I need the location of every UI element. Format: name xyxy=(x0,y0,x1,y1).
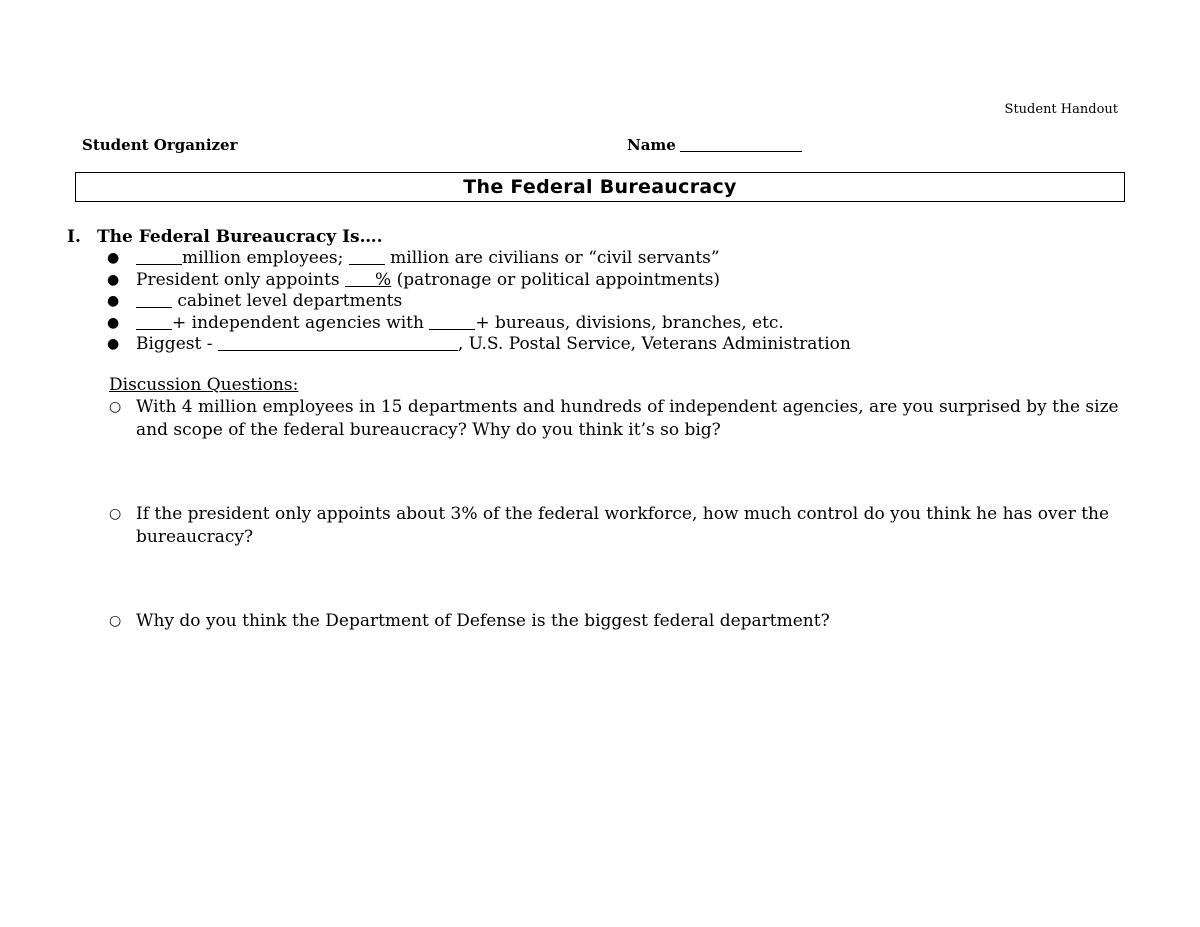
fill-in-blank xyxy=(349,249,385,265)
name-field xyxy=(627,136,802,154)
title-box xyxy=(75,172,1125,202)
fill-in-blank xyxy=(136,249,182,265)
list-item xyxy=(107,334,851,356)
bullet-text: , U.S. Postal Service, Veterans Administration xyxy=(457,334,851,354)
list-item xyxy=(107,291,851,313)
section-heading xyxy=(67,227,383,247)
name-label: Name xyxy=(627,136,676,154)
question-text: Why do you think the Department of Defense is the biggest federal department? xyxy=(136,611,830,631)
fact-bullet-list xyxy=(107,248,851,356)
bullet-icon: ● xyxy=(107,314,120,331)
bullet-text: million are civilians or “civil servants” xyxy=(384,248,720,268)
bullet-text: President only appoints xyxy=(136,269,346,290)
discussion-heading: Discussion Questions: xyxy=(109,375,299,395)
name-blank-line xyxy=(680,151,802,152)
bullet-text: cabinet level departments xyxy=(172,291,403,311)
circle-bullet-icon: ○ xyxy=(109,399,122,415)
discussion-question xyxy=(109,610,1119,633)
bullet-icon: ● xyxy=(107,250,120,266)
list-item xyxy=(107,248,851,270)
fill-in-blank xyxy=(429,314,475,330)
bullet-text: Biggest - xyxy=(136,334,218,354)
bullet-text: % xyxy=(375,269,392,290)
question-text: With 4 million employees in 15 departments and hundreds of independent agencies, are you surprised by the size and scope of the federal bureaucracy? Why do you think it’s so big? xyxy=(136,397,1119,440)
section-heading-text: The Federal Bureaucracy Is…. xyxy=(97,227,383,247)
list-item xyxy=(107,270,851,292)
fill-in-blank xyxy=(136,314,172,330)
fill-in-blank xyxy=(345,271,375,287)
bullet-text: + bureaus, divisions, branches, etc. xyxy=(475,312,784,333)
page-title: The Federal Bureaucracy xyxy=(463,176,737,198)
circle-bullet-icon: ○ xyxy=(109,613,122,629)
discussion-question xyxy=(109,396,1119,442)
discussion-question xyxy=(109,503,1119,549)
section-numeral: I. xyxy=(67,227,81,247)
list-item xyxy=(107,313,851,335)
student-handout-label: Student Handout xyxy=(1004,102,1118,117)
bullet-text: million employees; xyxy=(182,248,349,268)
bullet-text: (patronage or political appointments) xyxy=(391,269,721,290)
question-text: If the president only appoints about 3% of the federal workforce, how much control do you think he has over the bureaucracy? xyxy=(136,504,1110,547)
bullet-icon: ● xyxy=(107,336,120,352)
bullet-icon: ● xyxy=(107,293,120,309)
circle-bullet-icon: ○ xyxy=(109,506,122,522)
fill-in-blank xyxy=(218,335,458,351)
bullet-icon: ● xyxy=(107,271,120,288)
student-organizer-label: Student Organizer xyxy=(82,136,238,154)
fill-in-blank xyxy=(136,292,172,308)
bullet-text: + independent agencies with xyxy=(172,312,430,333)
